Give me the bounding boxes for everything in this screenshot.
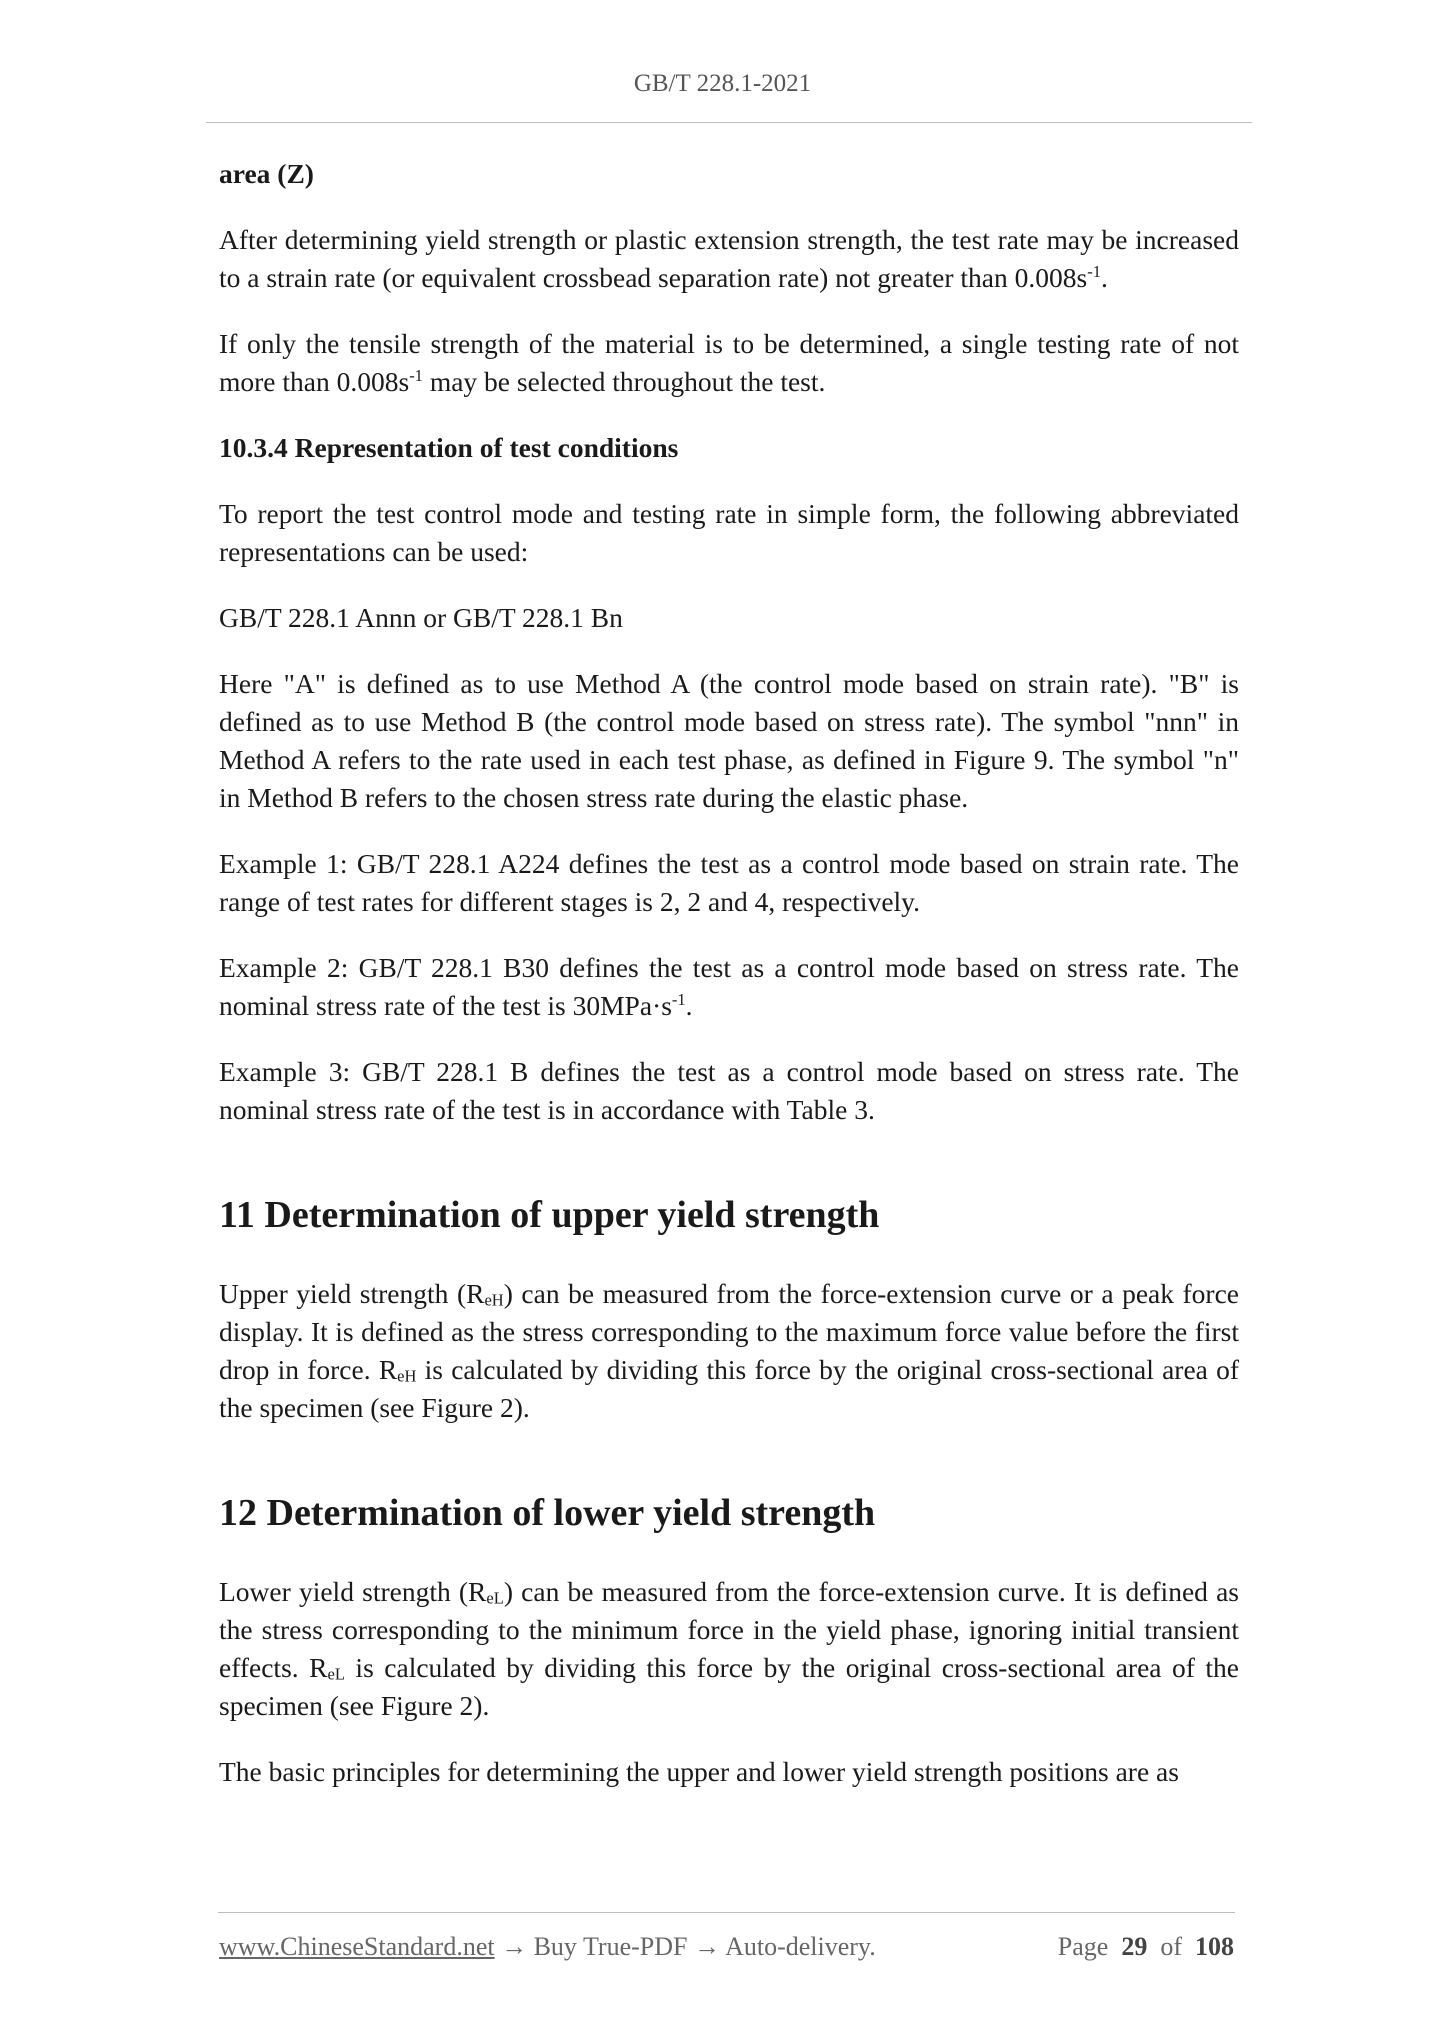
subscript: eL	[486, 1588, 504, 1608]
subscript: eL	[327, 1664, 345, 1684]
term-heading-area: area (Z)	[219, 158, 314, 189]
paragraph-example-1: Example 1: GB/T 228.1 A224 defines the test as a control mode based on strain rate. The range of test rates for different stages is 2, 2 and 4, respectively.	[219, 848, 1239, 917]
total-pages: 108	[1195, 1932, 1234, 1961]
paragraph-text: .	[1100, 262, 1108, 293]
paragraph-example-2	[219, 949, 1239, 1025]
paragraph-text: may be selected throughout the test.	[422, 366, 826, 397]
document-body	[219, 155, 1239, 1819]
subscript: eH	[397, 1366, 417, 1386]
paragraph-method-definitions: Here "A" is defined as to use Method A (the control mode based on strain rate). "B" is defined as to use Method B (the control mode based on stress rate). The symbol "nnn" in Method A refers to the rate used in each test phase, as defined in Figure 9. The symbol "n" in Method B refers to the chosen stress rate during the elastic phase.	[219, 668, 1239, 813]
paragraph-test-rate-increase	[219, 221, 1239, 297]
paragraph-text: .	[685, 990, 693, 1021]
paragraph-text: Example 2: GB/T 228.1 B30 defines the test as a control mode based on stress rate. The nominal stress rate of the test is 30MPa·s	[219, 952, 1239, 1021]
site-link[interactable]: www.ChineseStandard.net	[219, 1932, 495, 1961]
superscript: -1	[409, 366, 423, 386]
paragraph-text: ) can be measured from the force-extension curve. It is defined as the stress corresponding to the minimum force in the yield phase, ignoring initial transient effects. R	[219, 1576, 1239, 1683]
paragraph-text: If only the tensile strength of the material is to be determined, a single testing rate of not more than 0.008s	[219, 328, 1239, 397]
header-divider	[206, 122, 1252, 123]
paragraph-representation-form: GB/T 228.1 Annn or GB/T 228.1 Bn	[219, 602, 623, 633]
section-heading-12: 12 Determination of lower yield strength	[219, 1492, 876, 1534]
subscript: eH	[484, 1290, 504, 1310]
superscript: -1	[671, 990, 686, 1010]
page-number	[1058, 1932, 1234, 1962]
buy-pdf-text: Buy True-PDF	[533, 1932, 688, 1961]
auto-delivery-text: Auto-delivery.	[725, 1932, 876, 1961]
footer-divider	[218, 1912, 1235, 1913]
paragraph-text: is calculated by dividing this force by the original cross-sectional area of the specimen (see Figure 2).	[219, 1354, 1239, 1423]
section-heading-10-3-4: 10.3.4 Representation of test conditions	[219, 432, 679, 463]
paragraph-text: is calculated by dividing this force by the original cross-sectional area of the specimen (see Figure 2).	[219, 1652, 1240, 1721]
paragraph-abbreviated-intro: To report the test control mode and testing rate in simple form, the following abbreviated representations can be used:	[219, 498, 1239, 567]
section-heading-11: 11 Determination of upper yield strength	[219, 1194, 880, 1236]
page-header-title: GB/T 228.1-2021	[633, 70, 812, 97]
paragraph-lower-yield	[219, 1573, 1239, 1725]
current-page: 29	[1121, 1932, 1148, 1961]
superscript: -1	[1087, 262, 1101, 282]
paragraph-upper-yield	[219, 1275, 1239, 1427]
paragraph-text: Lower yield strength (R	[219, 1576, 487, 1607]
paragraph-text: After determining yield strength or plastic extension strength, the test rate may be increased to a strain rate (or equivalent crossbead separation rate) not greater than 0.008s	[219, 224, 1239, 293]
paragraph-text: ) can be measured from the force-extension curve or a peak force display. It is defined as the stress corresponding to the maximum force value before the first drop in force. R	[219, 1278, 1240, 1385]
of-label: of	[1160, 1932, 1182, 1961]
arrow-right-icon: →	[687, 1932, 726, 1961]
paragraph-example-3: Example 3: GB/T 228.1 B defines the test as a control mode based on stress rate. The nominal stress rate of the test is in accordance with Table 3.	[219, 1056, 1239, 1125]
arrow-right-icon: →	[494, 1932, 534, 1961]
paragraph-tensile-only	[219, 325, 1239, 401]
page-label: Page	[1057, 1932, 1109, 1961]
page-footer	[219, 1932, 1234, 1968]
paragraph-basic-principles: The basic principles for determining the upper and lower yield strength positions are as	[219, 1756, 1179, 1787]
footer-promo	[219, 1932, 876, 1962]
paragraph-text: Upper yield strength (R	[219, 1278, 485, 1309]
